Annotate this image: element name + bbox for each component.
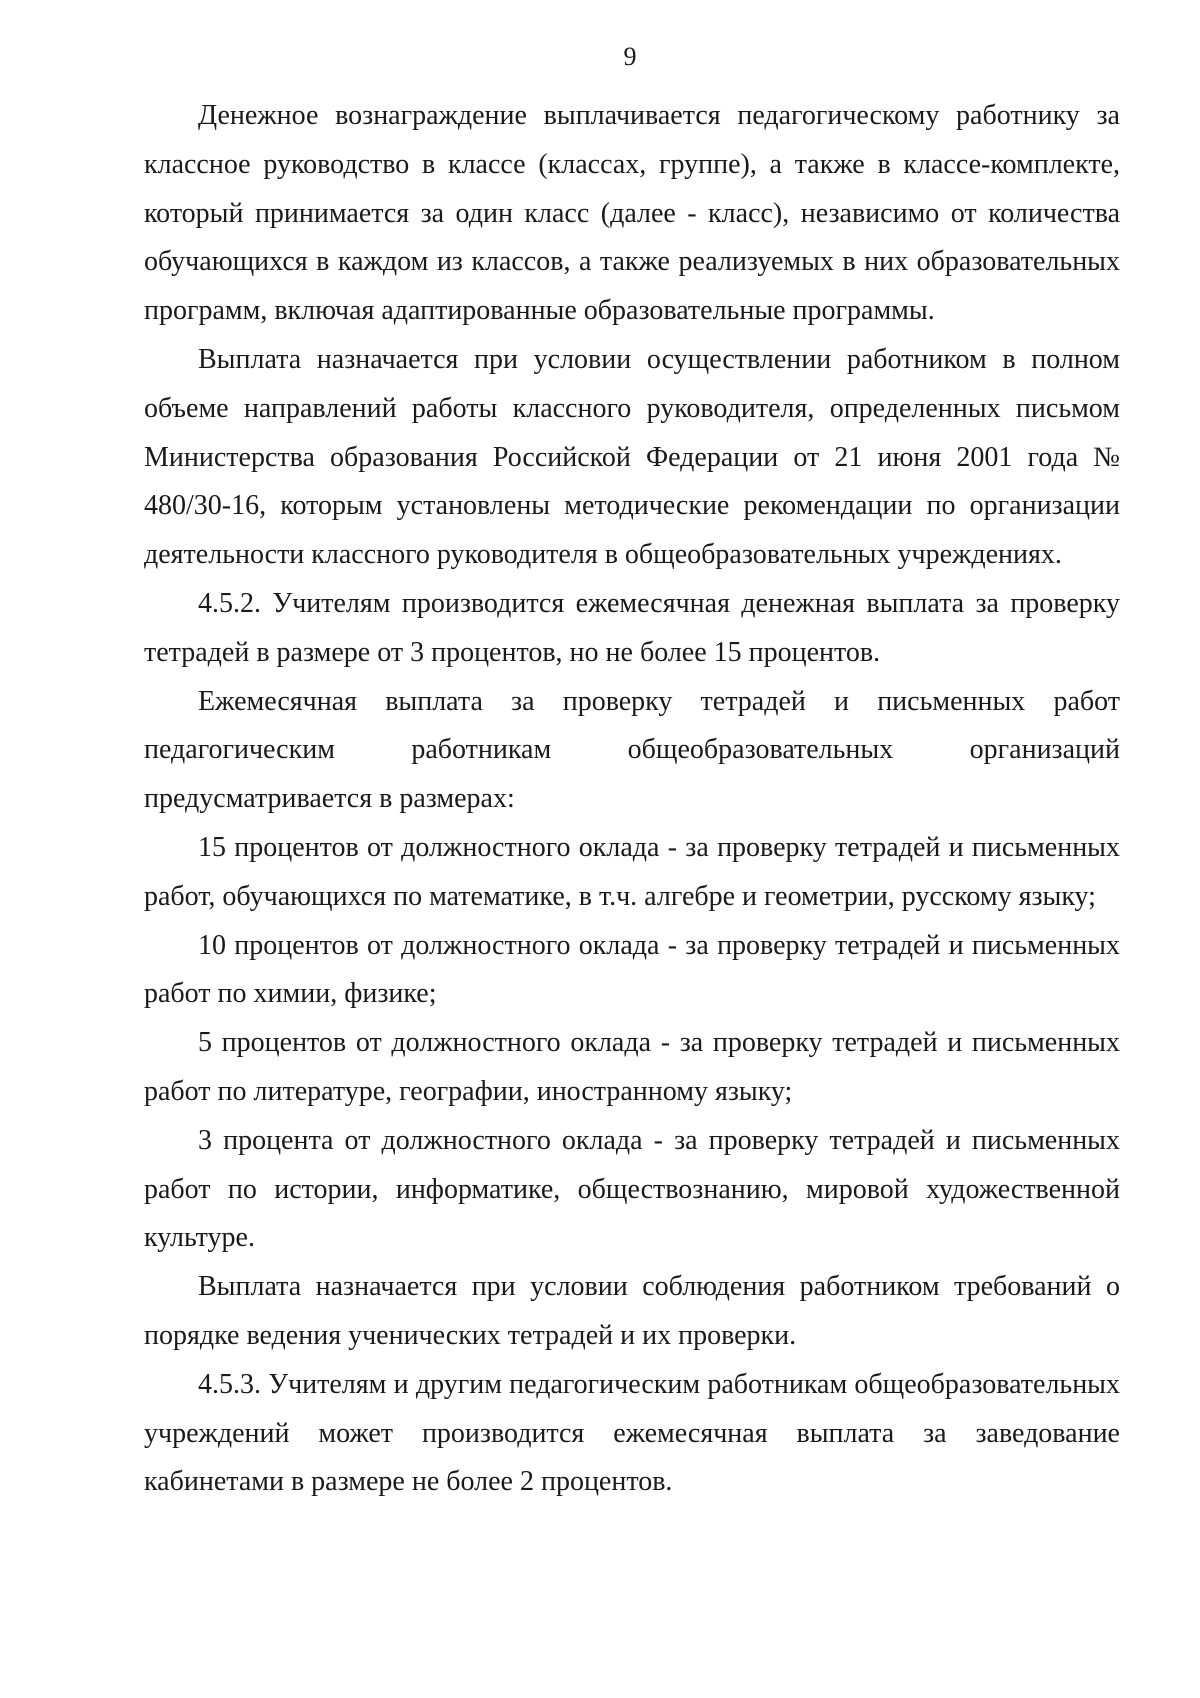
paragraph-4-5-3: 4.5.3. Учителям и другим педагогическим работникам общеобразовательных учреждений может производится ежемесячная выплата за заведование кабинетами в размере не более 2 процентов. xyxy=(144,1368,1120,1498)
page-number: 9 xyxy=(623,42,637,71)
paragraph-3-percent: 3 процента от должностного оклада - за проверку тетрадей и письменных работ по истории, информатике, обществознанию, мировой художественной культуре. xyxy=(144,1124,1120,1254)
paragraph-5-percent: 5 процентов от должностного оклада - за проверку тетрадей и письменных работ по литературе, географии, иностранному языку; xyxy=(144,1027,1120,1107)
paragraph-monthly-payment-sizes: Ежемесячная выплата за проверку тетрадей и письменных работ педагогическим работникам общеобразовательных организаций предусматривается в размерах: xyxy=(144,685,1120,815)
document-body xyxy=(144,92,1120,1507)
paragraph-class-leadership-reward: Денежное вознаграждение выплачивается педагогическому работнику за классное руководство в классе (классах, группе), а также в классе-комплекте, который принимается за один класс (далее - класс), независимо от количества обучающихся в каждом из классов, а также реализуемых в них образовательных программ, включая адаптированные образовательные программы. xyxy=(144,100,1120,327)
paragraph-payment-condition-notebooks: Выплата назначается при условии соблюдения работником требований о порядке ведения ученических тетрадей и их проверки. xyxy=(144,1271,1120,1351)
paragraph-15-percent: 15 процентов от должностного оклада - за проверку тетрадей и письменных работ, обучающихся по математике, в т.ч. алгебре и геометрии, русскому языку; xyxy=(144,831,1120,912)
paragraph-4-5-2: 4.5.2. Учителям производится ежемесячная денежная выплата за проверку тетрадей в размере от 3 процентов, но не более 15 процентов. xyxy=(144,587,1120,668)
paragraph-payment-condition-class-leader: Выплата назначается при условии осуществлении работником в полном объеме направлений работы классного руководителя, определенных письмом Министерства образования Российской Федерации от 21 июня 2001 года № 480/30-16, которым установлены методические рекомендации по организации деятельности классного руководителя в общеобразовательных учреждениях. xyxy=(144,343,1120,571)
paragraph-10-percent: 10 процентов от должностного оклада - за проверку тетрадей и письменных работ по химии, физике; xyxy=(144,929,1120,1010)
